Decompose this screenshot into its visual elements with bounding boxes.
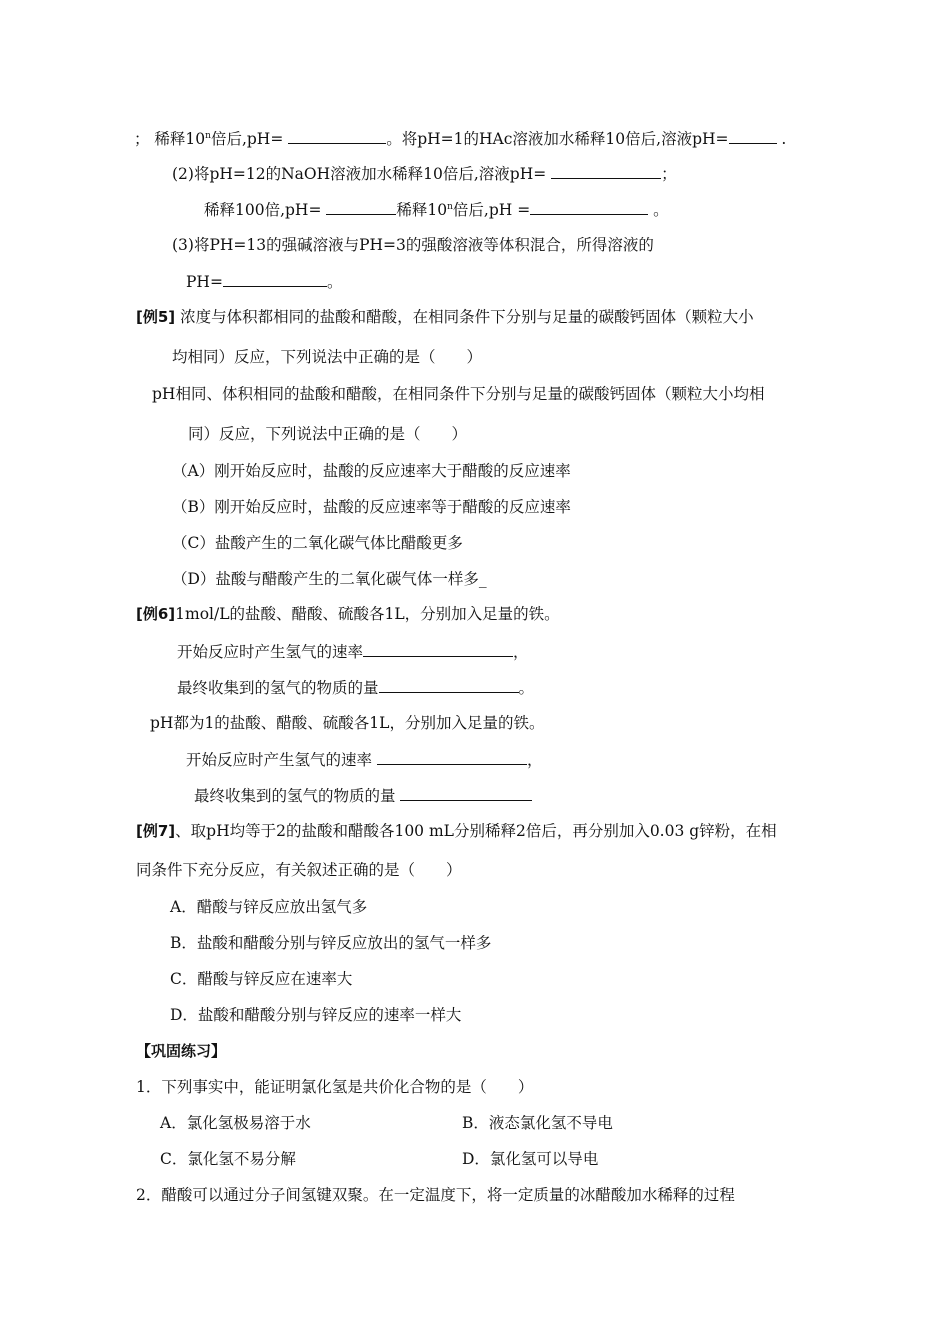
example-5-question: [例5] 浓度与体积都相同的盐酸和醋酸，在相同条件下分别与足量的碳酸钙固体（颗粒大小	[136, 308, 754, 326]
example-6-rate-line-2: 开始反应时产生氢气的速率 ，	[186, 751, 543, 769]
example-5-option-b[interactable]: （B）刚开始反应时，盐酸的反应速率等于醋酸的反应速率	[172, 498, 571, 516]
line-naoh-dilution: (2)将pH=12的NaOH溶液加水稀释10倍后,溶液pH= ；	[172, 165, 677, 183]
example-7-question: [例7]、取pH均等于2的盐酸和醋酸各100 mL分别稀释2倍后，再分别加入0.03 g锌粉，在相	[136, 822, 777, 840]
example-5-question-cont: 均相同）反应，下列说法中正确的是（ ）	[172, 348, 483, 366]
practice-heading: 【巩固练习】	[136, 1042, 227, 1060]
answer-blank[interactable]	[288, 128, 386, 144]
answer-blank[interactable]	[326, 199, 396, 215]
answer-blank[interactable]	[379, 677, 519, 693]
example-6-amount-line: 最终收集到的氢气的物质的量 。	[177, 679, 535, 697]
practice-q1-option-a[interactable]: A．氯化氢极易溶于水	[160, 1114, 311, 1132]
example-5-option-a[interactable]: （A）刚开始反应时，盐酸的反应速率大于醋酸的反应速率	[172, 462, 571, 480]
example-5-tag: [例5]	[136, 308, 176, 326]
answer-blank[interactable]	[729, 128, 777, 144]
example-7-option-a[interactable]: A．醋酸与锌反应放出氢气多	[170, 898, 368, 916]
example-7-option-d[interactable]: D．盐酸和醋酸分别与锌反应的速率一样大	[170, 1006, 462, 1024]
answer-blank[interactable]	[223, 271, 327, 287]
practice-q1-option-b[interactable]: B．液态氯化氢不导电	[462, 1114, 613, 1132]
example-6-question-2: pH都为1的盐酸、醋酸、硫酸各1L，分别加入足量的铁。	[150, 714, 545, 732]
example-5-option-d[interactable]: （D）盐酸与醋酸产生的二氧化碳气体一样多_	[172, 570, 487, 588]
answer-blank[interactable]	[363, 641, 513, 657]
example-6-rate-line: 开始反应时产生氢气的速率 ，	[177, 643, 529, 661]
practice-question-2: 2．醋酸可以通过分子间氢键双聚。在一定温度下，将一定质量的冰醋酸加水稀释的过程	[136, 1186, 735, 1204]
line-mixing-ph: PH= 。	[186, 273, 343, 291]
practice-question-1: 1．下列事实中，能证明氯化氢是共价化合物的是（ ）	[136, 1078, 534, 1096]
answer-blank[interactable]	[400, 785, 532, 801]
example-7-question-cont: 同条件下充分反应，有关叙述正确的是（ ）	[136, 861, 462, 879]
example-5-question-2-cont: 同）反应，下列说法中正确的是（ ）	[188, 425, 468, 443]
line-mixing: (3)将PH=13的强碱溶液与PH=3的强酸溶液等体积混合，所得溶液的	[172, 236, 654, 254]
answer-blank[interactable]	[377, 749, 527, 765]
example-7-option-c[interactable]: C．醋酸与锌反应在速率大	[170, 970, 353, 988]
answer-blank[interactable]	[551, 163, 661, 179]
example-5-question-2: pH相同、体积相同的盐酸和醋酸，在相同条件下分别与足量的碳酸钙固体（颗粒大小均相	[152, 385, 765, 403]
example-7-tag: [例7]	[136, 822, 176, 840]
line-dilution-10n: ； 稀释10$^n$倍后,pH= 。将pH=1的HAc溶液加水稀释10倍后,溶液pH= .	[134, 130, 787, 148]
example-7-option-b[interactable]: B．盐酸和醋酸分别与锌反应放出的氢气一样多	[170, 934, 492, 952]
example-6-tag: [例6]	[136, 605, 176, 623]
practice-q1-option-d[interactable]: D．氯化氢可以导电	[462, 1150, 599, 1168]
practice-q1-option-c[interactable]: C．氯化氢不易分解	[160, 1150, 296, 1168]
line-naoh-dilution-100: 稀释100倍,pH= 稀释10$^n$倍后,pH = 。	[204, 201, 669, 219]
example-6-amount-line-2: 最终收集到的氢气的物质的量	[194, 785, 532, 806]
answer-blank[interactable]	[530, 199, 648, 215]
example-5-option-c[interactable]: （C）盐酸产生的二氧化碳气体比醋酸更多	[172, 534, 463, 552]
example-6-question: [例6]1mol/L的盐酸、醋酸、硫酸各1L，分别加入足量的铁。	[136, 605, 560, 623]
